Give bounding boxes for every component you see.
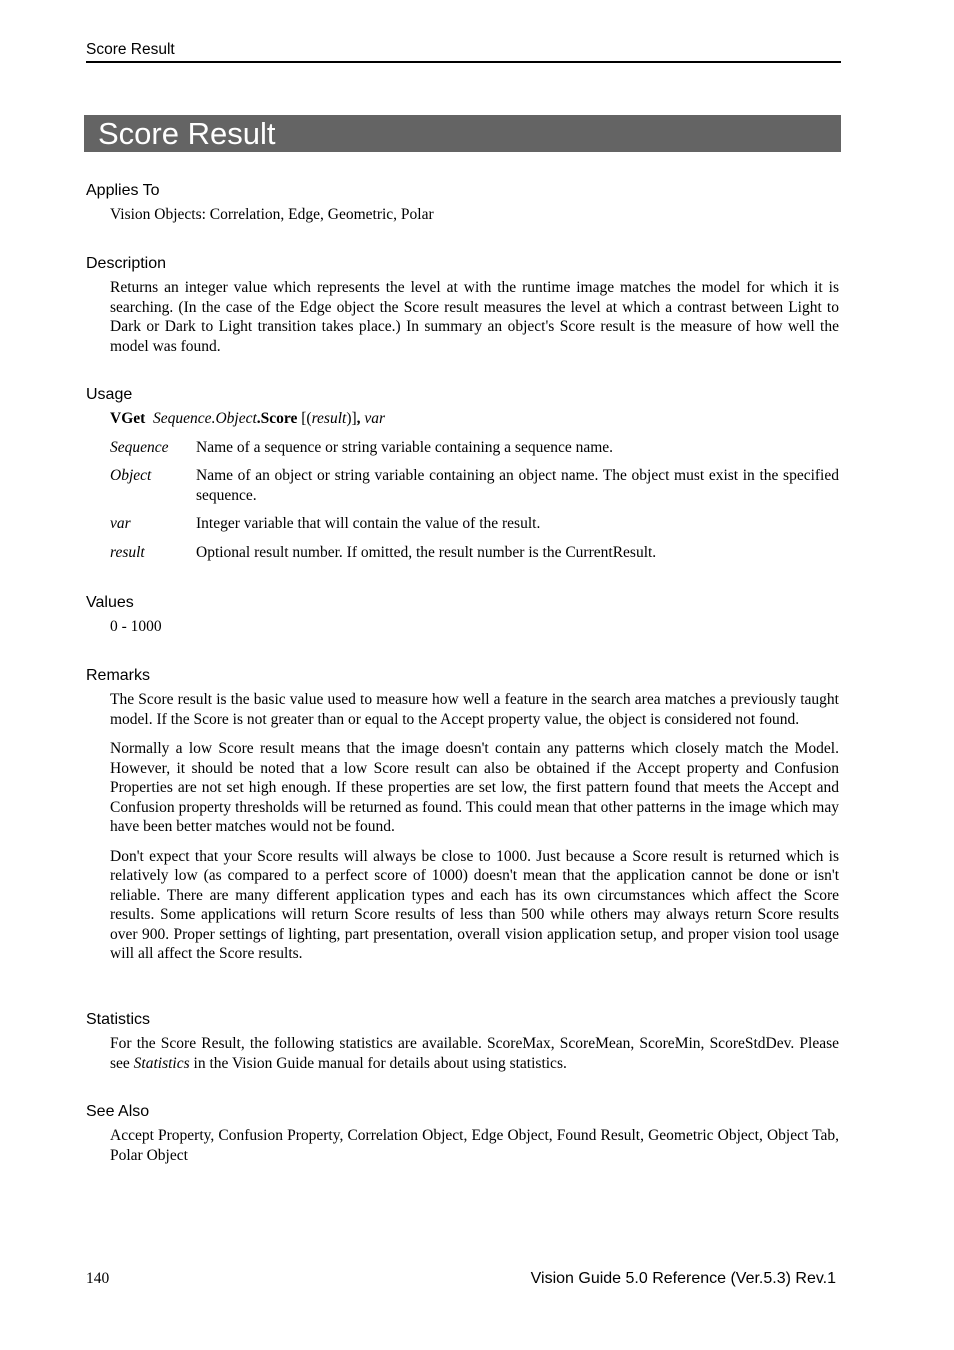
usage-heading: Usage: [86, 386, 133, 403]
page-number: 140: [86, 1270, 110, 1287]
values-section: [86, 593, 840, 637]
param-name: result: [110, 543, 145, 561]
usage-section: [86, 385, 840, 571]
remarks-paragraph: The Score result is the basic value used to measure how well a feature in the search area matches a previously taught model. If the Score is not greater than or equal to the Accept property value, the object is considered not found.: [110, 691, 839, 728]
param-desc: Integer variable that will contain the value of the result.: [196, 515, 541, 532]
usage-params: [110, 438, 839, 563]
statistics-text-before: For the Score Result, the following statistics are available. ScoreMax, ScoreMean, ScoreMin, ScoreStdDev. Please see: [110, 1035, 839, 1072]
param-desc: Name of a sequence or string variable containing a sequence name.: [196, 438, 614, 456]
param-name: Object: [110, 467, 152, 484]
syntax-open: [(: [297, 410, 312, 427]
syntax-comma: ,: [356, 410, 365, 427]
remarks-paragraph: Don't expect that your Score results will always be close to 1000. Just because a Score result is returned which is relatively low (as compared to a perfect score of 1000) doesn't mean that the application cannot be done or isn't reliable. There are many different application types and each has its own circumstances which affect the Score results. Some applications will return Score results of less than 500 while others may always return Score results over 900. Proper settings of lighting, part presentation, overall vision application setup, and proper vision tool usage will all affect the Score results.: [110, 847, 839, 962]
see-also-heading: See Also: [86, 1103, 150, 1120]
remarks-heading: Remarks: [86, 667, 151, 684]
param-row: [110, 466, 839, 505]
applies-to-text: Vision Objects: Correlation, Edge, Geometric, Polar: [110, 206, 434, 223]
description-heading: Description: [86, 255, 167, 272]
remarks-section: [86, 666, 840, 974]
header-rule: [86, 61, 841, 63]
usage-syntax: [110, 409, 840, 429]
page-title: Score Result: [98, 116, 276, 151]
description-text: Returns an integer value which represents the level at with the runtime image matches the model for which it is searching. (In the case of the Edge object the Score result measures the level at which a contrast between Light to Dark or Dark to Light transition takes place.) In summary an object's Score result is the measure of how well the model was found.: [110, 279, 839, 355]
syntax-var: var: [364, 410, 386, 427]
remarks-paragraph: Normally a low Score result means that the image doesn't contain any patterns which closely match the Model. However, it should be noted that a low Score result can also be obtained if the Accept property and Confusion Properties are not set high enough. If these properties are set low, the first pattern found that meets the Accept and Confusion property thresholds will be returned as found. This could mean that other patterns in the image which may have been better matches would not be found.: [110, 740, 839, 835]
running-header: Score Result: [86, 41, 175, 58]
param-name: Sequence: [110, 438, 169, 456]
applies-to-section: [86, 181, 840, 225]
title-band: [84, 115, 841, 152]
param-desc: Optional result number. If omitted, the result number is the CurrentResult.: [196, 543, 657, 561]
see-also-text: Accept Property, Confusion Property, Correlation Object, Edge Object, Found Result, Geometric Object, Object Tab, Polar Object: [110, 1127, 839, 1164]
statistics-section: [86, 1010, 840, 1073]
param-row: [110, 438, 839, 458]
statistics-text-after: in the Vision Guide manual for details about using statistics.: [189, 1054, 567, 1072]
statistics-text: [110, 1034, 839, 1073]
syntax-sequence-object: Sequence.Object: [153, 410, 257, 427]
param-row: [110, 514, 839, 534]
see-also-section: [86, 1102, 840, 1165]
statistics-heading: Statistics: [86, 1011, 151, 1028]
values-text: 0 - 1000: [110, 618, 162, 635]
syntax-close: )]: [346, 410, 357, 427]
statistics-link: Statistics: [133, 1054, 190, 1072]
footer-reference: Vision Guide 5.0 Reference (Ver.5.3) Rev.1: [530, 1270, 836, 1287]
param-name: var: [110, 515, 131, 532]
syntax-property: .Score: [256, 410, 298, 427]
remarks-body: [110, 690, 839, 964]
values-heading: Values: [86, 594, 134, 611]
syntax-result: result: [311, 410, 347, 427]
applies-to-heading: Applies To: [86, 182, 160, 199]
syntax-command: VGet: [110, 410, 146, 427]
param-desc: Name of an object or string variable containing an object name. The object must exist in the specified sequence.: [196, 467, 839, 504]
description-section: [86, 254, 840, 356]
param-row: [110, 543, 839, 563]
